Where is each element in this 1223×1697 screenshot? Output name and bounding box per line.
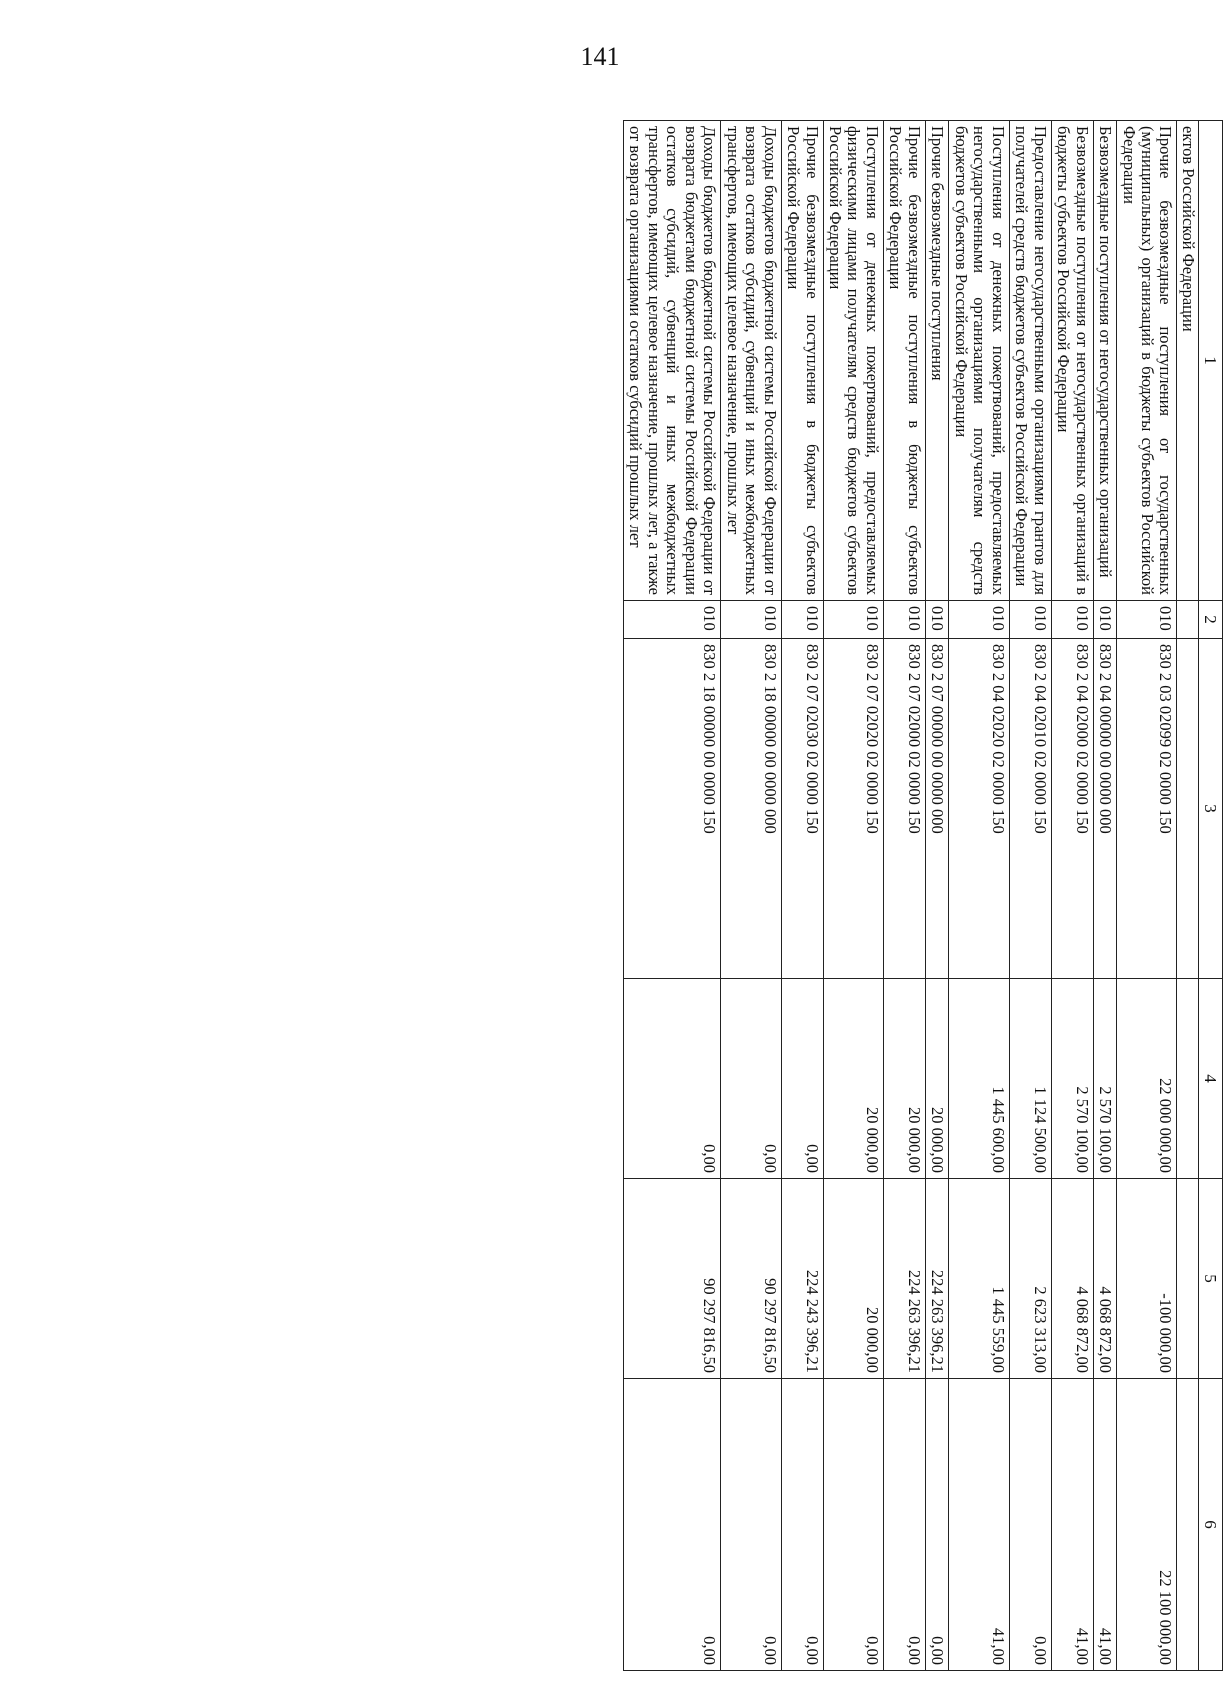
row-value-4: 0,00 bbox=[781, 979, 823, 1179]
row-value-5: 2 623 313,00 bbox=[1009, 1179, 1051, 1379]
row-value-5: 90 297 816,50 bbox=[623, 1179, 720, 1379]
row-kbk: 830 2 07 02020 02 0000 150 bbox=[823, 639, 883, 979]
row-value-6: 0,00 bbox=[721, 1379, 781, 1671]
row-name: Доходы бюджетов бюджетной системы Российской Федерации от возврата остатков субсидий, субвенций и иных межбюджетных трансфертов, имеющих целевое назначение, прошлых лет bbox=[721, 121, 781, 601]
table-body bbox=[623, 121, 1222, 1671]
empty-cell bbox=[1177, 1179, 1198, 1379]
row-value-6: 41,00 bbox=[1051, 1379, 1093, 1671]
table-row bbox=[823, 121, 883, 1671]
row-value-4: 22 000 000,00 bbox=[1117, 979, 1177, 1179]
row-value-5: -100 000,00 bbox=[1117, 1179, 1177, 1379]
row-code: 010 bbox=[823, 601, 883, 639]
row-kbk: 830 2 04 02010 02 0000 150 bbox=[1009, 639, 1051, 979]
row-kbk: 830 2 07 02030 02 0000 150 bbox=[781, 639, 823, 979]
table-row bbox=[1117, 121, 1177, 1671]
row-name: Безвозмездные поступления от негосударственных организаций bbox=[1093, 121, 1116, 601]
row-value-5: 20 000,00 bbox=[823, 1179, 883, 1379]
row-code: 010 bbox=[949, 601, 1009, 639]
row-code: 010 bbox=[781, 601, 823, 639]
header-cell-1: 1 bbox=[1198, 121, 1222, 601]
row-value-6: 0,00 bbox=[925, 1379, 948, 1671]
row-value-6: 0,00 bbox=[781, 1379, 823, 1671]
table-row bbox=[949, 121, 1009, 1671]
row-value-4: 0,00 bbox=[623, 979, 720, 1179]
table-row bbox=[781, 121, 823, 1671]
row-code: 010 bbox=[721, 601, 781, 639]
table-row bbox=[623, 121, 720, 1671]
row-value-6: 0,00 bbox=[883, 1379, 925, 1671]
row-value-5: 224 263 396,21 bbox=[883, 1179, 925, 1379]
table-row bbox=[1009, 121, 1051, 1671]
row-value-6: 0,00 bbox=[1009, 1379, 1051, 1671]
row-code: 010 bbox=[883, 601, 925, 639]
row-value-5: 224 243 396,21 bbox=[781, 1179, 823, 1379]
row-name: Прочие безвозмездные поступления в бюджеты субъектов Российской Федерации bbox=[781, 121, 823, 601]
header-cell-6: 6 bbox=[1198, 1379, 1222, 1671]
row-name: Доходы бюджетов бюджетной системы Российской Федерации от возврата бюджетами бюджетной системы Российской Федерации остатков субсидий, субвенций и иных межбюджетных трансфертов, имеющих целевое назначение, прошлых лет, а также от возврата организациями остатков субсидий прошлых лет bbox=[623, 121, 720, 601]
row-kbk: 830 2 18 00000 00 0000 150 bbox=[623, 639, 720, 979]
row-code: 010 bbox=[925, 601, 948, 639]
row-code: 010 bbox=[1093, 601, 1116, 639]
row-kbk: 830 2 04 02000 02 0000 150 bbox=[1051, 639, 1093, 979]
header-cell-2: 2 bbox=[1198, 601, 1222, 639]
row-value-6: 22 100 000,00 bbox=[1117, 1379, 1177, 1671]
row-name: Прочие безвозмездные поступления в бюджеты субъектов Российской Федерации bbox=[883, 121, 925, 601]
row-kbk: 830 2 04 00000 00 0000 000 bbox=[1093, 639, 1116, 979]
row-name: Поступления от денежных пожертвований, предоставляемых физическими лицами получателям средств бюджетов субъектов Российской Федерации bbox=[823, 121, 883, 601]
row-value-4: 20 000,00 bbox=[823, 979, 883, 1179]
row-code: 010 bbox=[1051, 601, 1093, 639]
row-kbk: 830 2 03 02099 02 0000 150 bbox=[1117, 639, 1177, 979]
empty-cell bbox=[1177, 1379, 1198, 1671]
page-number: 141 bbox=[580, 42, 620, 71]
row-value-6: 0,00 bbox=[823, 1379, 883, 1671]
row-name: Поступления от денежных пожертвований, предоставляемых негосударственными организациями получателям средств бюджетов субъектов Российской Федерации bbox=[949, 121, 1009, 601]
row-value-5: 4 068 872,00 bbox=[1051, 1179, 1093, 1379]
row-name: Прочие безвозмездные поступления bbox=[925, 121, 948, 601]
row-value-6: 0,00 bbox=[623, 1379, 720, 1671]
empty-cell bbox=[1177, 639, 1198, 979]
row-value-6: 41,00 bbox=[1093, 1379, 1116, 1671]
row-name: Безвозмездные поступления от негосударственных организаций в бюджеты субъектов Российской Федерации bbox=[1051, 121, 1093, 601]
row-value-5: 4 068 872,00 bbox=[1093, 1179, 1116, 1379]
row-value-5: 1 445 559,00 bbox=[949, 1179, 1009, 1379]
continuation-row bbox=[1177, 121, 1198, 1671]
row-value-5: 90 297 816,50 bbox=[721, 1179, 781, 1379]
row-kbk: 830 2 07 02000 02 0000 150 bbox=[883, 639, 925, 979]
rotated-table-inner bbox=[173, 120, 1223, 1670]
row-code: 010 bbox=[623, 601, 720, 639]
row-name: Прочие безвозмездные поступления от государственных (муниципальных) организаций в бюджеты субъектов Российской Федерации bbox=[1117, 121, 1177, 601]
table-row bbox=[883, 121, 925, 1671]
table-row bbox=[1051, 121, 1093, 1671]
row-value-4: 2 570 100,00 bbox=[1051, 979, 1093, 1179]
row-value-4: 0,00 bbox=[721, 979, 781, 1179]
header-cell-5: 5 bbox=[1198, 1179, 1222, 1379]
table-row bbox=[1093, 121, 1116, 1671]
rotated-table-container bbox=[173, 120, 1223, 1670]
row-value-4: 2 570 100,00 bbox=[1093, 979, 1116, 1179]
row-code: 010 bbox=[1117, 601, 1177, 639]
empty-cell bbox=[1177, 979, 1198, 1179]
row-value-4: 1 445 600,00 bbox=[949, 979, 1009, 1179]
row-value-5: 224 263 396,21 bbox=[925, 1179, 948, 1379]
header-cell-4: 4 bbox=[1198, 979, 1222, 1179]
row-value-4: 20 000,00 bbox=[925, 979, 948, 1179]
table-row bbox=[925, 121, 948, 1671]
row-kbk: 830 2 18 00000 00 0000 000 bbox=[721, 639, 781, 979]
row-value-4: 20 000,00 bbox=[883, 979, 925, 1179]
continuation-text: ектов Российской Федерации bbox=[1177, 121, 1198, 601]
row-value-6: 41,00 bbox=[949, 1379, 1009, 1671]
header-cell-3: 3 bbox=[1198, 639, 1222, 979]
empty-cell bbox=[1177, 601, 1198, 639]
table-row bbox=[721, 121, 781, 1671]
header-row bbox=[1198, 121, 1222, 1671]
row-value-4: 1 124 500,00 bbox=[1009, 979, 1051, 1179]
row-name: Предоставление негосударственными организациями грантов для получателей средств бюджетов субъектов Российской Федерации bbox=[1009, 121, 1051, 601]
revenue-table bbox=[623, 120, 1223, 1671]
row-kbk: 830 2 04 02020 02 0000 150 bbox=[949, 639, 1009, 979]
row-kbk: 830 2 07 00000 00 0000 000 bbox=[925, 639, 948, 979]
row-code: 010 bbox=[1009, 601, 1051, 639]
